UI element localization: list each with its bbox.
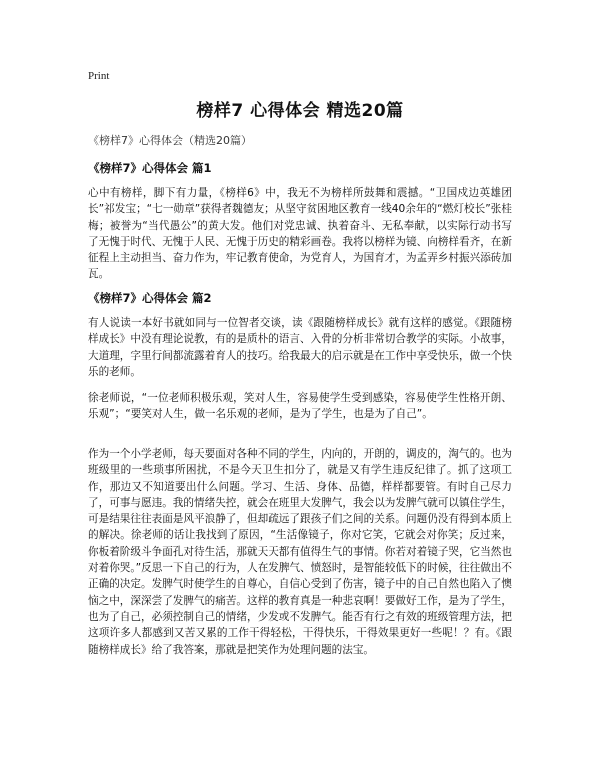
section-2-paragraph-2: 徐老师说，“一位老师积极乐观，笑对人生，容易使学生受到感染，容易使学生性格开朗、乐观”；“要笑对人生，做一名乐观的老师，是为了学生，也是为了自己”。 bbox=[88, 392, 512, 421]
section-1-paragraph-1: 心中有榜样，脚下有力量，《榜样6》中，我无不为榜样所鼓舞和震撼。“卫国戍边英雄团长”祁发宝；“七一勋章”获得者魏德友；从坚守贫困地区教育一线40余年的“燃灯校长”张桂梅；被誉为“当代愚公”的黄大发。他们对党忠诚、执着奋斗、无私奉献，以实际行动书写了无愧于时代、无愧于人民、无愧于历史的精彩画卷。我将以榜样为镜、向榜样看齐，在新征程上主动担当、奋力作为，牢记教育使命，为党育人，为国育才，为孟弄乡村振兴添砖加瓦。 bbox=[88, 187, 512, 281]
document-subtitle: 《榜样7》心得体会（精选20篇） bbox=[88, 134, 252, 147]
section-heading-2: 《榜样7》心得体会 篇2 bbox=[88, 291, 212, 305]
section-2-paragraph-1: 有人说读一本好书就如同与一位智者交谈，读《跟随榜样成长》就有这样的感觉。《跟随榜样成长》中没有理论说教，有的是质朴的语言、入骨的分析非常切合教学的实际。小故事，大道理，字里行间都流露着育人的技巧。给我最大的启示就是在工作中享受快乐，做一个快乐的老师。 bbox=[88, 317, 512, 378]
print-link[interactable]: Print bbox=[88, 70, 110, 82]
section-2-paragraph-3: 作为一个小学老师，每天要面对各种不同的学生，内向的，开朗的，调皮的，淘气的。也为班级里的一些琐事所困扰，不是今天卫生扣分了，就是又有学生违反纪律了。抓了这项工作，那边又不知道要出什么问题。学习、生活、身体、品德，样样都要管。有时自己尽力了，可事与愿违。我的情绪失控，就会在班里大发脾气，我会以为发脾气就可以镇住学生，可是结果往往表面是风平浪静了，但却疏远了跟孩子们之间的关系。问题仍没有得到本质上的解决。徐老师的话让我找到了原因，“生活像镜子，你对它笑，它就会对你笑；反过来，你板着阶级斗争面孔对待生活，那就天天都有值得生气的事情。你若对着镜子哭，它当然也对着你哭。”反思一下自己的行为，人在发脾气、愤怒时，是智能较低下的时候，往往做出不正确的决定。发脾气时使学生的自尊心，自信心受到了伤害，镜子中的自己自然也陷入了懊恼之中，深深尝了发脾气的痛苦。这样的教育真是一种悲哀啊！要做好工作，是为了学生，也为了自己，必须控制自己的情绪，少发或不发脾气。能否有行之有效的班级管理方法，把这项许多人都感到又苦又累的工作干得轻松，干得快乐，干得效果更好一些呢！？有。《跟随榜样成长》给了我答案，那就是把笑作为处理问题的法宝。 bbox=[88, 448, 512, 656]
section-heading-1: 《榜样7》心得体会 篇1 bbox=[88, 161, 212, 175]
document-title: 榜样7 心得体会 精选20篇 bbox=[196, 101, 404, 121]
